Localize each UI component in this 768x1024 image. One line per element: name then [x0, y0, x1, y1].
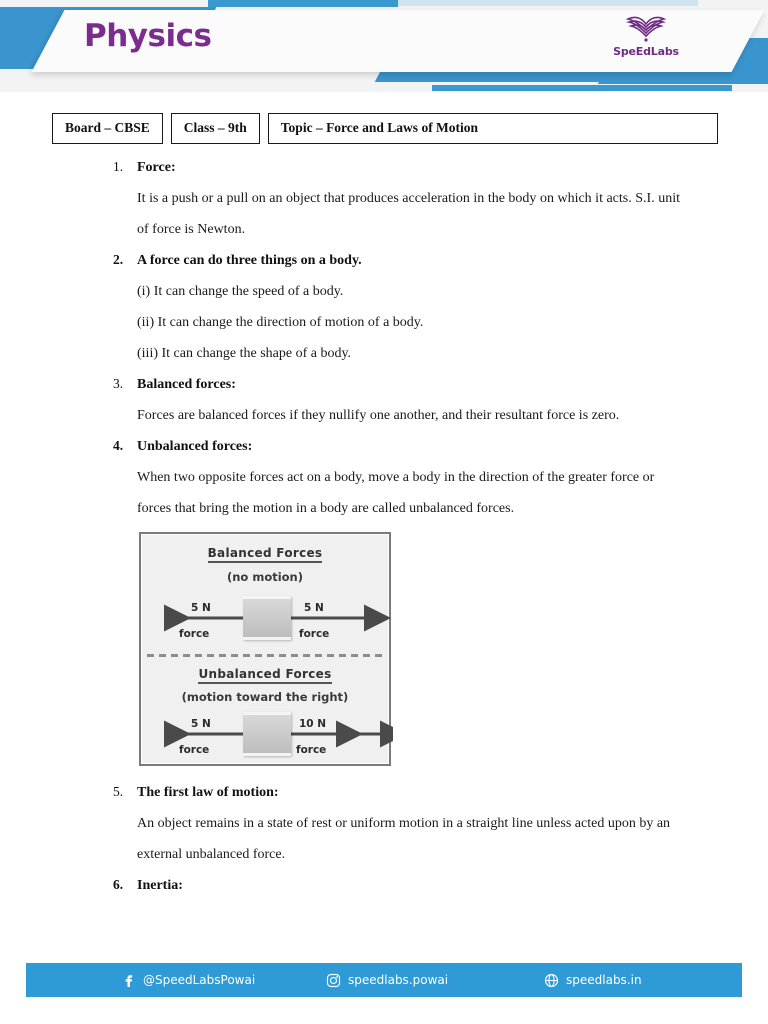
page-title: Physics	[84, 18, 212, 54]
unbalanced-forces-block	[243, 712, 291, 756]
note-heading-row	[0, 152, 768, 183]
balanced-right-magnitude: 5 N	[304, 602, 324, 614]
item-heading: Inertia:	[137, 878, 183, 893]
item-number: 6.	[113, 877, 124, 892]
balanced-right-label: force	[299, 628, 330, 640]
balanced-forces-block	[243, 596, 291, 640]
note-heading-row	[0, 431, 768, 462]
item-body: An object remains in a state of rest or uniform motion in a straight line unless acted upon by an external unbalanced force.	[137, 816, 671, 862]
item-number: 3.	[113, 376, 124, 391]
note-item-6	[0, 870, 768, 901]
item-number: 2.	[113, 252, 124, 267]
footer-website[interactable]	[544, 973, 642, 988]
footer-facebook-text: @SpeedLabsPowai	[143, 973, 256, 987]
figure-container	[0, 532, 768, 766]
board-box: Board – CBSE	[52, 113, 163, 144]
unbalanced-left-magnitude: 5 N	[191, 718, 211, 730]
balanced-left-magnitude: 5 N	[191, 602, 211, 614]
header-panel-content	[48, 10, 748, 72]
item-heading: Unbalanced forces:	[137, 439, 253, 454]
unbalanced-forces-subtitle: (motion toward the right)	[181, 690, 349, 704]
globe-icon	[544, 973, 559, 988]
brand-logo	[601, 14, 691, 58]
notes-content	[0, 152, 768, 901]
item-body: Forces are balanced forces if they nullify one another, and their resultant force is zero.	[137, 408, 620, 423]
item-subpoint: (i) It can change the speed of a body.	[137, 284, 344, 299]
item-number: 1.	[113, 159, 124, 174]
brand-logo-text: SpeEdLabs	[613, 45, 679, 58]
note-heading-row	[0, 777, 768, 808]
topic-box: Topic – Force and Laws of Motion	[268, 113, 718, 144]
note-item-4	[0, 431, 768, 524]
instagram-icon	[326, 973, 341, 988]
item-subpoint: (iii) It can change the shape of a body.	[137, 346, 352, 361]
metadata-boxes	[52, 113, 718, 144]
footer-instagram[interactable]	[326, 973, 448, 988]
facebook-icon	[121, 973, 136, 988]
forces-diagram	[139, 532, 391, 766]
header-top-accent-bar	[208, 0, 398, 7]
note-item-5	[0, 777, 768, 870]
item-heading: The first law of motion:	[137, 785, 279, 800]
item-heading: Force:	[137, 160, 176, 175]
footer-facebook[interactable]	[121, 973, 255, 988]
balanced-forces-subtitle: (no motion)	[226, 570, 303, 584]
item-subpoint: (ii) It can change the direction of motion of a body.	[137, 315, 424, 330]
unbalanced-right-label: force	[296, 744, 327, 756]
diagram-divider	[147, 654, 387, 657]
unbalanced-right-magnitude: 10 N	[299, 718, 327, 730]
item-number: 5.	[113, 784, 124, 799]
note-item-1	[0, 152, 768, 245]
note-heading-row	[0, 870, 768, 901]
note-heading-row	[0, 245, 768, 276]
header-bottom-accent-bar	[432, 85, 732, 91]
page-footer	[26, 963, 742, 997]
footer-instagram-text: speedlabs.powai	[348, 973, 449, 987]
note-item-3	[0, 369, 768, 431]
header-top-accent-bar-light	[398, 0, 698, 6]
item-heading: Balanced forces:	[137, 377, 236, 392]
item-body: When two opposite forces act on a body, move a body in the direction of the greater force or forces that bring the motion in a body are called unbalanced forces.	[137, 470, 655, 516]
balanced-forces-title: Balanced Forces	[141, 546, 389, 560]
class-box: Class – 9th	[171, 113, 260, 144]
unbalanced-forces-title: Unbalanced Forces	[141, 667, 389, 681]
item-body: It is a push or a pull on an object that produces acceleration in the body on which it acts. S.I. unit of force is Newton.	[137, 191, 680, 237]
note-item-2	[0, 245, 768, 369]
footer-website-text: speedlabs.in	[566, 973, 642, 987]
open-book-icon	[601, 14, 691, 44]
item-number: 4.	[113, 438, 124, 453]
note-heading-row	[0, 369, 768, 400]
page-header	[0, 0, 768, 92]
unbalanced-left-label: force	[179, 744, 210, 756]
item-heading: A force can do three things on a body.	[137, 253, 362, 268]
balanced-left-label: force	[179, 628, 210, 640]
